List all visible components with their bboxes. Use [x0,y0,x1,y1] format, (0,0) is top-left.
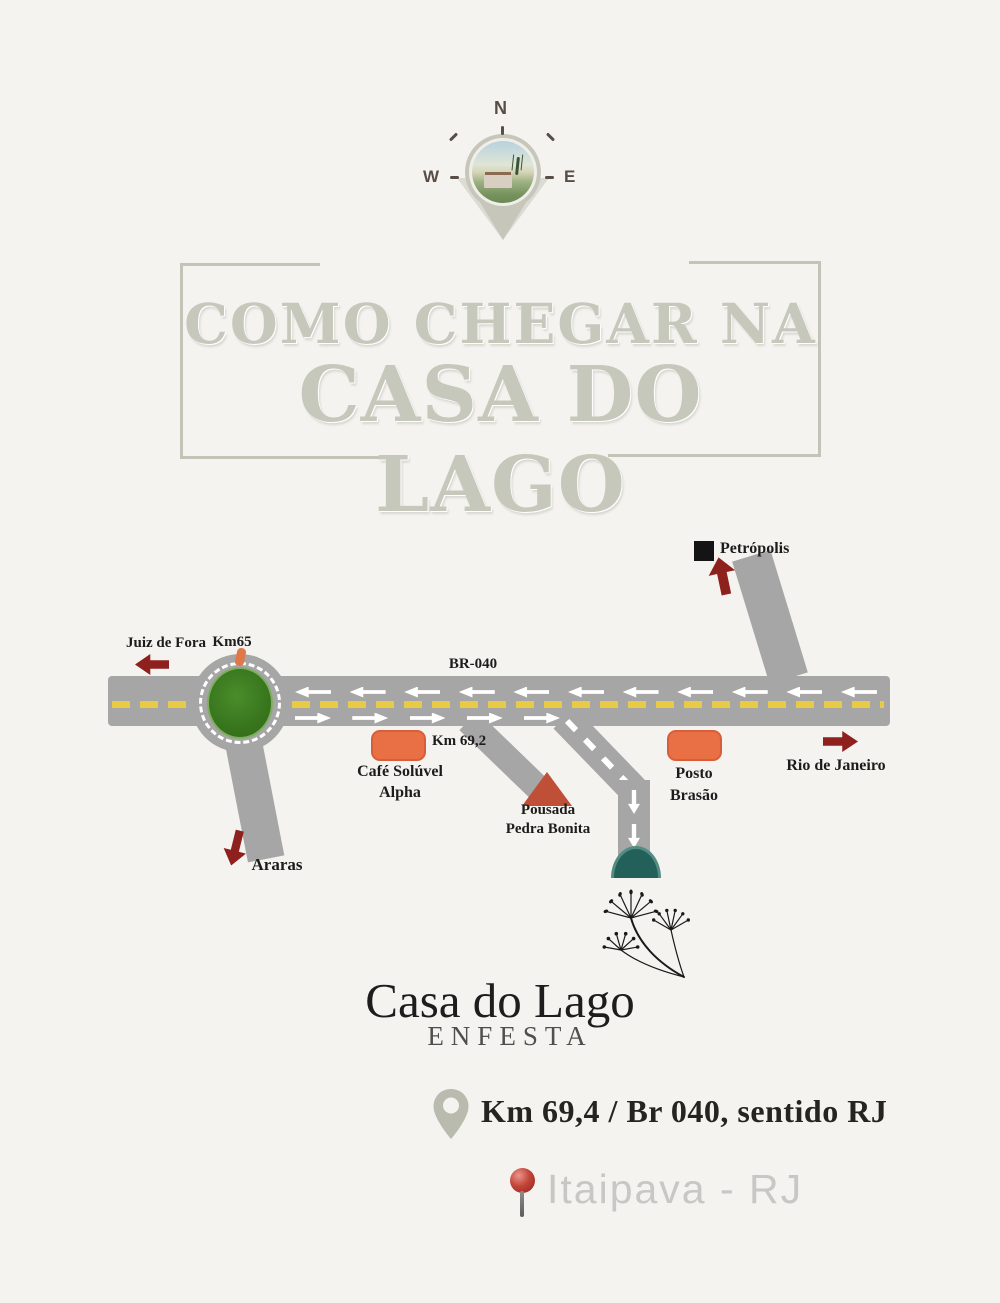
label-km692: Km 69,2 [432,733,487,749]
logo-subtitle: ENFESTA [427,1021,593,1051]
pushpin-icon [510,1168,535,1193]
label-pousada: Pousada Pedra Bonita [505,802,591,837]
dandelion-icon [583,888,695,983]
label-petropolis: Petrópolis [720,540,790,557]
center-line-right [292,701,884,708]
label-araras: Araras [251,855,303,874]
roundabout-island [207,667,273,739]
address-text: Km 69,4 / Br 040, sentido RJ [481,1093,888,1129]
compass-east-label: E [564,167,576,186]
eastbound-lane-arrows [295,712,560,724]
map-pin-icon [432,1088,470,1140]
arrow-to-rio [823,731,858,752]
page-title-line1: COMO CHEGAR NA [184,291,817,356]
label-br040: BR-040 [448,656,498,672]
gas-station-marker [667,730,722,761]
cafe-marker [371,730,426,761]
city-row [0,1163,1000,1233]
roundabout [191,654,289,752]
label-cafe: Café Solúvel Alpha [357,763,443,801]
arrow-to-juiz-de-fora [135,654,169,675]
road-to-petropolis [732,550,808,684]
page-title-line2: CASA DO LAGO [298,350,703,530]
label-posto: Posto Brasão [670,765,718,804]
petropolis-marker [694,541,714,561]
label-km65: Km65 [212,634,252,650]
compass-north-label: N [494,98,507,118]
label-rio-de-janeiro: Rio de Janeiro [786,757,886,774]
logo-name: Casa do Lago [365,973,635,1028]
address-row [0,1085,1000,1145]
westbound-lane-arrows [295,686,877,698]
city-text: Itaipava - RJ [547,1166,804,1212]
compass-west-label: W [423,167,440,186]
label-juiz-de-fora: Juiz de Fora [126,635,206,651]
center-line-left [112,701,198,708]
